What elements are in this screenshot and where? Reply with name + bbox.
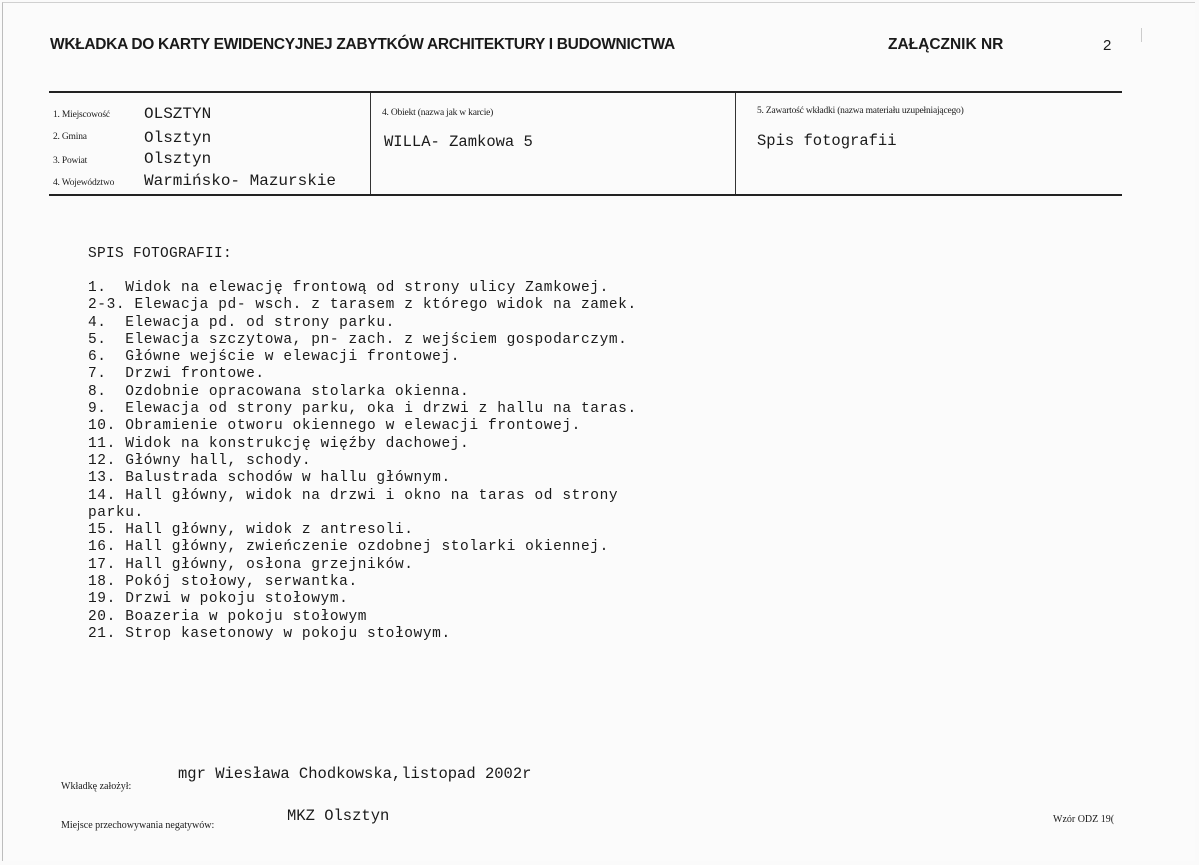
- list-item: 10. Obramienie otworu okiennego w elewacji frontowej.: [88, 418, 581, 435]
- list-item: 15. Hall główny, widok z antresoli.: [88, 522, 414, 539]
- list-item: 2-3. Elewacja pd- wsch. z tarasem z którego widok na zamek.: [88, 297, 637, 314]
- list-item: 16. Hall główny, zwieńczenie ozdobnej stolarki okiennej.: [88, 539, 609, 556]
- storage-value: MKZ Olsztyn: [287, 807, 390, 825]
- author-label: Wkładkę założył:: [61, 781, 132, 792]
- table-top-rule: [49, 91, 1122, 93]
- object-value: WILLA- Zamkowa 5: [384, 133, 533, 151]
- annex-label: ZAŁĄCZNIK NR: [888, 36, 1004, 53]
- wojewodztwo-value: Warmińsko- Mazurskie: [144, 172, 337, 190]
- template-label: Wzór ODZ 19(: [1053, 814, 1115, 825]
- list-item: 8. Ozdobnie opracowana stolarka okienna.: [88, 383, 470, 400]
- list-item: 19. Drzwi w pokoju stołowym.: [88, 591, 349, 608]
- table-bottom-rule: [49, 194, 1122, 196]
- list-item: 6. Główne wejście w elewacji frontowej.: [88, 349, 461, 366]
- list-item: 7. Drzwi frontowe.: [88, 366, 265, 383]
- annex-number: 2: [1103, 37, 1112, 54]
- list-item: 17. Hall główny, osłona grzejników.: [88, 556, 414, 573]
- photo-list: [88, 280, 788, 643]
- column-divider-1: [370, 93, 371, 194]
- section-title: SPIS FOTOGRAFII:: [88, 246, 233, 262]
- list-item: 14. Hall główny, widok na drzwi i okno na taras od strony parku.: [88, 487, 619, 521]
- list-item: 13. Balustrada schodów w hallu głównym.: [88, 470, 451, 487]
- list-item: 18. Pokój stołowy, serwantka.: [88, 574, 358, 591]
- wojewodztwo-label: 4. Województwo: [53, 178, 115, 188]
- powiat-label: 3. Powiat: [53, 156, 88, 166]
- miejscowosc-value: OLSZTYN: [144, 105, 212, 123]
- author-value: mgr Wiesława Chodkowska,listopad 2002r: [178, 765, 532, 783]
- column-divider-2: [735, 93, 736, 194]
- list-item: 20. Boazeria w pokoju stołowym: [88, 608, 368, 625]
- storage-label: Miejsce przechowywania negatywów:: [61, 820, 215, 831]
- content-value: Spis fotografii: [757, 132, 897, 150]
- list-item: 4. Elewacja pd. od strony parku.: [88, 314, 395, 331]
- gmina-label: 2. Gmina: [53, 132, 87, 142]
- form-title: WKŁADKA DO KARTY EWIDENCYJNEJ ZABYTKÓW ARCHITEKTURY I BUDOWNICTWA: [50, 36, 675, 53]
- list-item: 5. Elewacja szczytowa, pn- zach. z wejściem gospodarczym.: [88, 331, 628, 348]
- gmina-value: Olsztyn: [144, 129, 212, 147]
- miejscowosc-label: 1. Miejscowość: [53, 110, 110, 120]
- list-item: 21. Strop kasetonowy w pokoju stołowym.: [88, 625, 451, 642]
- list-item: 12. Główny hall, schody.: [88, 452, 312, 469]
- list-item: 11. Widok na konstrukcję więźby dachowej.: [88, 435, 470, 452]
- scan-edge-mark: [1141, 28, 1142, 42]
- object-label: 4. Obiekt (nazwa jak w karcie): [382, 108, 494, 118]
- list-item: 9. Elewacja od strony parku, oka i drzwi z hallu na taras.: [88, 401, 637, 418]
- content-label: 5. Zawartość wkładki (nazwa materiału uzupełniającego): [757, 106, 964, 116]
- powiat-value: Olsztyn: [144, 150, 212, 168]
- list-item: 1. Widok na elewację frontową od strony ulicy Zamkowej.: [88, 280, 609, 296]
